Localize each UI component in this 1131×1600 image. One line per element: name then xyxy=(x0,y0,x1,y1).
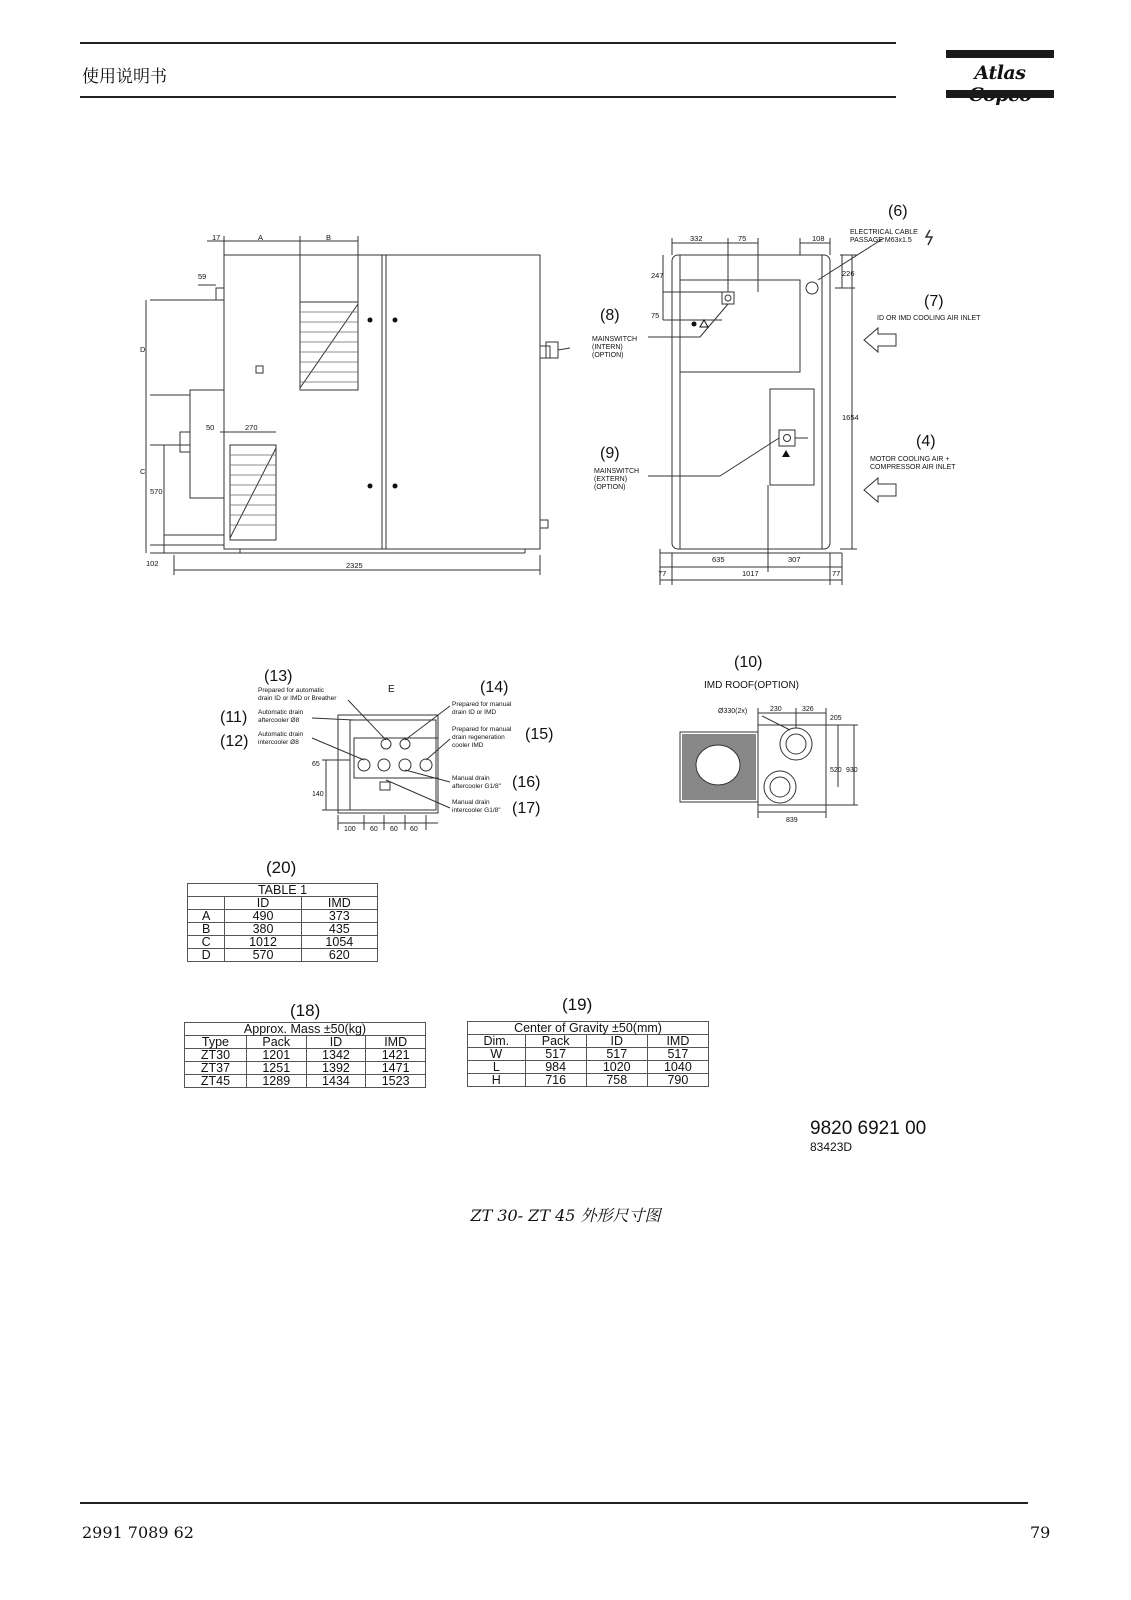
svg-text:drain regeneration: drain regeneration xyxy=(452,734,505,741)
callout-15: (15) xyxy=(525,726,554,743)
svg-text:MOTOR COOLING AIR +: MOTOR COOLING AIR + xyxy=(870,456,950,463)
callout-9: (9) xyxy=(600,445,620,462)
table-row: L 984 1020 1040 xyxy=(468,1061,709,1074)
svg-text:230: 230 xyxy=(770,706,782,713)
svg-text:Prepared for manual: Prepared for manual xyxy=(452,726,512,733)
dim-C: C xyxy=(140,467,146,476)
svg-text:140: 140 xyxy=(312,791,324,798)
page-number: 79 xyxy=(1030,1523,1051,1542)
svg-text:(INTERN): (INTERN) xyxy=(592,344,623,351)
dim-270: 270 xyxy=(245,423,258,432)
dim-D: D xyxy=(140,345,146,354)
svg-text:Prepared for manual: Prepared for manual xyxy=(452,701,512,708)
callout-7: (7) xyxy=(924,293,944,310)
svg-text:intercooler G1/8": intercooler G1/8" xyxy=(452,807,501,814)
callout-4: (4) xyxy=(916,433,936,450)
table1-label: (20) xyxy=(266,858,297,877)
figure-caption: ZT 30- ZT 45 外形尺寸图 xyxy=(470,1206,661,1225)
mass-table: Approx. Mass ±50(kg) Type Pack ID IMD ZT30 1201 1342 1421 ZT37 1251 1392 1471 ZT45 1289 1434 1523 xyxy=(184,1022,426,1088)
svg-text:aftercooler G1/8": aftercooler G1/8" xyxy=(452,783,501,790)
dim-A: A xyxy=(258,233,264,242)
drawing-number: 9820 6921 00 xyxy=(810,1118,927,1139)
table-row: C 1012 1054 xyxy=(188,936,378,949)
callout-17: (17) xyxy=(512,800,541,817)
svg-text:100: 100 xyxy=(344,826,356,833)
table-row: ZT45 1289 1434 1523 xyxy=(185,1075,426,1088)
dim-226: 226 xyxy=(842,269,855,278)
table1: TABLE 1 ID IMD A 490 373 B 380 435 C 1012 1054 D 570 620 xyxy=(187,883,378,962)
cog-table-caption: Center of Gravity ±50(mm) xyxy=(468,1022,709,1035)
svg-text:65: 65 xyxy=(312,761,320,768)
atlas-copco-logo: Atlas xyxy=(946,50,1054,98)
cog-table-label: (19) xyxy=(562,995,593,1014)
svg-text:60: 60 xyxy=(410,826,418,833)
svg-text:60: 60 xyxy=(370,826,378,833)
dim-108: 108 xyxy=(812,234,825,243)
cog-table: Center of Gravity ±50(mm) Dim. Pack ID IMD W 517 517 517 L 984 1020 1040 H 716 758 790 xyxy=(467,1021,709,1087)
svg-text:ID OR IMD COOLING AIR INLET: ID OR IMD COOLING AIR INLET xyxy=(877,315,981,322)
callout-10: (10) xyxy=(734,654,763,671)
table-row: W 517 517 517 xyxy=(468,1048,709,1061)
dim-2325: 2325 xyxy=(346,561,363,570)
svg-text:drain ID or IMD: drain ID or IMD xyxy=(452,709,497,716)
callout-8: (8) xyxy=(600,307,620,324)
document-number: 2991 7089 62 xyxy=(82,1523,194,1542)
mass-table-label: (18) xyxy=(290,1001,321,1020)
callout-12: (12) xyxy=(220,733,249,750)
svg-text:ELECTRICAL CABLE: ELECTRICAL CABLE xyxy=(850,229,918,236)
svg-text:COMPRESSOR AIR INLET: COMPRESSOR AIR INLET xyxy=(870,464,956,471)
svg-text:(EXTERN): (EXTERN) xyxy=(594,476,628,483)
table-row: H 716 758 790 xyxy=(468,1074,709,1087)
view-E: E xyxy=(388,684,395,695)
dim-1017: 1017 xyxy=(742,569,759,578)
dim-102: 102 xyxy=(146,559,159,568)
svg-text:205: 205 xyxy=(830,715,842,722)
dim-77-right: 77 xyxy=(832,569,841,578)
dim-332: 332 xyxy=(690,234,703,243)
dim-570: 570 xyxy=(150,487,163,496)
dim-50: 50 xyxy=(206,423,215,432)
table-row: ZT30 1201 1342 1421 xyxy=(185,1049,426,1062)
callout-11: (11) xyxy=(220,709,248,726)
svg-text:aftercooler Ø8: aftercooler Ø8 xyxy=(258,717,300,724)
imd-roof-title: IMD ROOF(OPTION) xyxy=(704,680,799,691)
callout-13: (13) xyxy=(264,668,293,685)
dim-77-left: 77 xyxy=(658,569,667,578)
svg-text:drain ID or IMD or Breather: drain ID or IMD or Breather xyxy=(258,695,337,702)
svg-text:(OPTION): (OPTION) xyxy=(594,484,626,491)
side-view-body xyxy=(672,255,830,549)
svg-text:Automatic drain: Automatic drain xyxy=(258,731,304,738)
svg-text:(OPTION): (OPTION) xyxy=(592,352,624,359)
svg-text:MAINSWITCH: MAINSWITCH xyxy=(594,468,640,475)
svg-text:intercooler Ø8: intercooler Ø8 xyxy=(258,739,299,746)
dim-59: 59 xyxy=(198,272,207,281)
svg-text:60: 60 xyxy=(390,826,398,833)
svg-text:Ø330(2x): Ø330(2x) xyxy=(718,708,748,715)
dim-75-top: 75 xyxy=(738,234,747,243)
svg-text:930: 930 xyxy=(846,767,858,774)
svg-text:cooler IMD: cooler IMD xyxy=(452,742,484,749)
svg-text:520: 520 xyxy=(830,767,842,774)
callout-14: (14) xyxy=(480,679,509,696)
footer-rule xyxy=(80,1502,1028,1504)
svg-text:326: 326 xyxy=(802,706,814,713)
dim-B: B xyxy=(326,233,332,242)
dim-247: 247 xyxy=(651,271,664,280)
svg-text:Prepared for automatic: Prepared for automatic xyxy=(258,687,325,694)
mass-table-caption: Approx. Mass ±50(kg) xyxy=(185,1023,426,1036)
dim-635: 635 xyxy=(712,555,725,564)
svg-text:Manual drain: Manual drain xyxy=(452,775,490,782)
svg-text:Manual drain: Manual drain xyxy=(452,799,490,806)
svg-text:Automatic drain: Automatic drain xyxy=(258,709,304,716)
dim-1654: 1654 xyxy=(842,413,859,422)
dim-17: 17 xyxy=(212,233,221,242)
table-row: ZT37 1251 1392 1471 xyxy=(185,1062,426,1075)
table-row: A 490 373 xyxy=(188,910,378,923)
svg-text:MAINSWITCH: MAINSWITCH xyxy=(592,336,638,343)
manual-title: 使用说明书 xyxy=(82,67,167,87)
table-row: B 380 435 xyxy=(188,923,378,936)
drawing-sub-number: 83423D xyxy=(810,1140,853,1154)
svg-text:PASSAGE M63x1.5: PASSAGE M63x1.5 xyxy=(850,237,912,244)
callout-16: (16) xyxy=(512,774,541,791)
table-row: D 570 620 xyxy=(188,949,378,962)
dim-307: 307 xyxy=(788,555,801,564)
table1-caption: TABLE 1 xyxy=(188,884,378,897)
callout-6: (6) xyxy=(888,203,908,220)
dim-75-side: 75 xyxy=(651,311,660,320)
svg-text:839: 839 xyxy=(786,817,798,824)
